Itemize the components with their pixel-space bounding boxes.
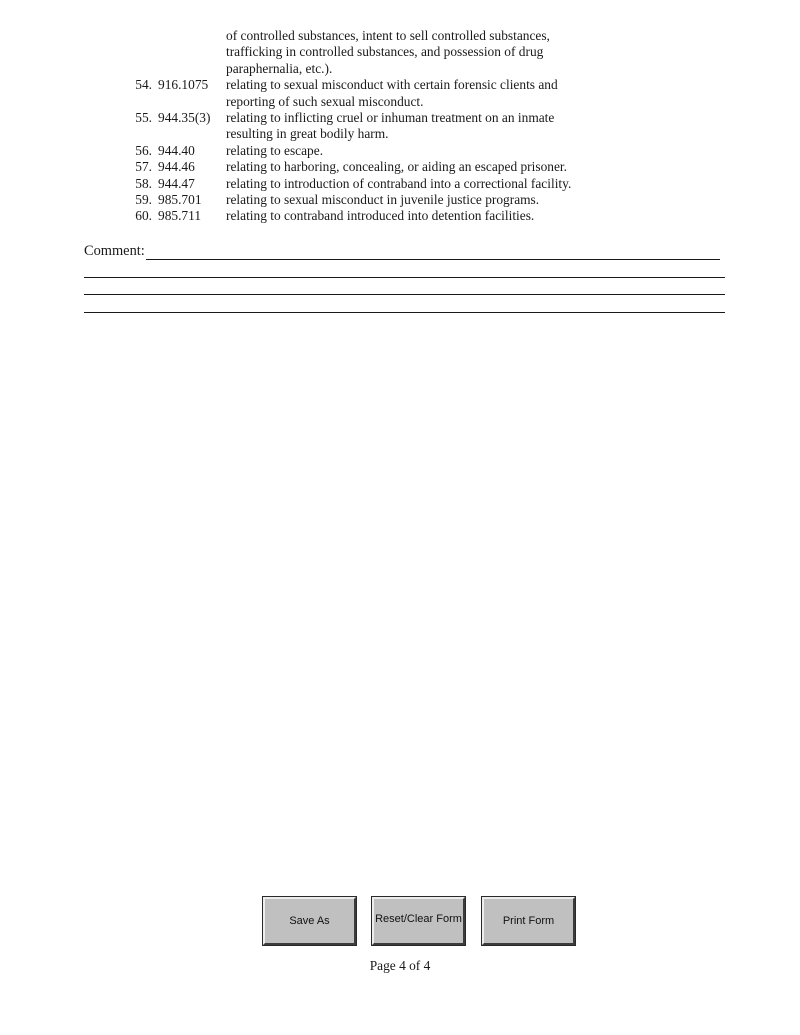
comment-first-line bbox=[84, 244, 726, 260]
comment-input-line[interactable] bbox=[84, 295, 725, 313]
statute-item bbox=[0, 192, 800, 208]
statute-description-line: relating to introduction of contraband into a correctional facility. bbox=[226, 175, 572, 191]
statute-number: 59. bbox=[135, 191, 152, 207]
statute-description-line: relating to sexual misconduct in juvenile justice programs. bbox=[226, 191, 540, 207]
statute-code: 944.40 bbox=[158, 142, 195, 158]
statute-code: 944.47 bbox=[158, 175, 195, 191]
comment-input-line[interactable] bbox=[84, 260, 725, 278]
statute-item bbox=[0, 143, 800, 159]
statute-continuation-line bbox=[0, 44, 800, 60]
save-as-button[interactable] bbox=[263, 897, 356, 945]
statute-description-line: reporting of such sexual misconduct. bbox=[226, 93, 424, 109]
comment-input[interactable] bbox=[146, 246, 720, 260]
statute-description-line: relating to harboring, concealing, or aiding an escaped prisoner. bbox=[226, 159, 567, 175]
statute-code: 916.1075 bbox=[158, 77, 209, 93]
statute-continuation-line bbox=[0, 126, 800, 142]
statute-continuation-line bbox=[0, 94, 800, 110]
reset-clear-form-button[interactable] bbox=[372, 897, 465, 945]
statute-item bbox=[0, 208, 800, 224]
statute-description-line: resulting in great bodily harm. bbox=[226, 126, 389, 142]
statute-description-line: trafficking in controlled substances, and possession of drug bbox=[226, 44, 544, 60]
print-form-button[interactable] bbox=[482, 897, 575, 945]
statute-item bbox=[0, 176, 800, 192]
statute-description-line: relating to contraband introduced into detention facilities. bbox=[226, 208, 535, 224]
reset-clear-form-label: Reset/Clear Form bbox=[375, 913, 462, 925]
statute-code: 985.711 bbox=[158, 208, 202, 224]
statute-number: 54. bbox=[135, 77, 152, 93]
statute-item bbox=[0, 110, 800, 126]
save-as-label: Save As bbox=[289, 915, 330, 927]
statute-code: 985.701 bbox=[158, 191, 202, 207]
statute-continuation-line bbox=[0, 28, 800, 44]
comment-label: Comment: bbox=[84, 243, 145, 259]
comment-section bbox=[84, 244, 726, 313]
statute-description-line: relating to sexual misconduct with certain forensic clients and bbox=[226, 77, 558, 93]
statute-code: 944.46 bbox=[158, 159, 195, 175]
statute-code: 944.35(3) bbox=[158, 109, 211, 125]
statute-continuation-line bbox=[0, 61, 800, 77]
statute-number: 57. bbox=[135, 159, 152, 175]
statute-description-line: relating to escape. bbox=[226, 142, 324, 158]
statute-list bbox=[0, 28, 800, 225]
statute-description-line: of controlled substances, intent to sell controlled substances, bbox=[226, 28, 550, 43]
statute-number: 60. bbox=[135, 208, 152, 224]
statute-number: 58. bbox=[135, 175, 152, 191]
statute-description-line: relating to inflicting cruel or inhuman treatment on an inmate bbox=[226, 109, 555, 125]
comment-input-line[interactable] bbox=[84, 278, 725, 296]
print-form-label: Print Form bbox=[502, 915, 555, 927]
statute-description-line: paraphernalia, etc.). bbox=[226, 60, 333, 76]
statute-number: 56. bbox=[135, 142, 152, 158]
statute-item bbox=[0, 159, 800, 175]
statute-number: 55. bbox=[135, 109, 152, 125]
statute-item bbox=[0, 77, 800, 93]
page-number: Page 4 of 4 bbox=[369, 958, 431, 973]
